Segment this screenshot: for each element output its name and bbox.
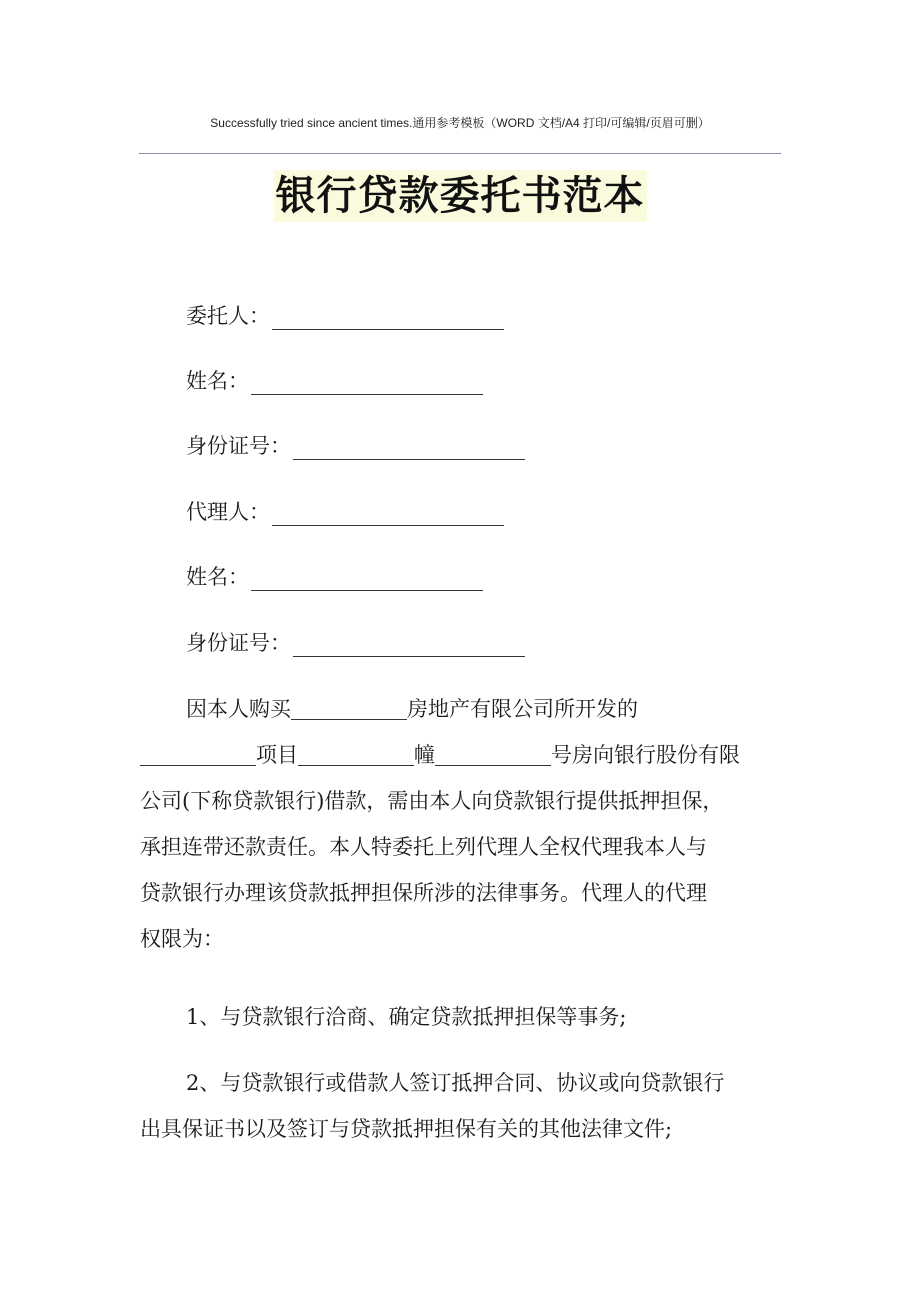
field-label: 委托人：: [186, 304, 270, 328]
fill-blank[interactable]: [251, 372, 483, 395]
fill-blank[interactable]: [291, 697, 407, 720]
body-text: 项目: [256, 743, 298, 767]
page-header: Successfully tried since ancient times.通用参考模板（WORD 文档/A4 打印/可编辑/页眉可删）: [210, 116, 710, 130]
field-agent: [186, 498, 504, 526]
body-text: 公司(下称贷款银行)借款，需由本人向贷款银行提供抵押担保，: [140, 789, 724, 813]
body-text: 承担连带还款责任。本人特委托上列代理人全权代理我本人与: [140, 835, 707, 859]
fill-blank[interactable]: [272, 503, 504, 526]
field-agent-name: [186, 563, 483, 591]
paragraph-line: [140, 778, 785, 824]
paragraph-line: [140, 1106, 785, 1152]
field-principal: [186, 302, 504, 330]
list-item-2: [140, 1060, 785, 1152]
fill-blank[interactable]: [140, 743, 256, 766]
field-label: 姓名：: [186, 565, 249, 589]
fill-blank[interactable]: [435, 743, 551, 766]
fill-blank[interactable]: [251, 568, 483, 591]
paragraph-line: [140, 1060, 785, 1106]
field-principal-name: [186, 367, 483, 395]
body-text: 2、与贷款银行或借款人签订抵押合同、协议或向贷款银行: [186, 1071, 725, 1095]
fill-blank[interactable]: [298, 743, 414, 766]
body-text: 权限为：: [140, 927, 224, 951]
document-title: 银行贷款委托书范本: [274, 170, 647, 222]
body-paragraph: [140, 686, 785, 962]
paragraph-line: [140, 732, 785, 778]
paragraph-line: [140, 686, 785, 732]
fill-blank[interactable]: [293, 634, 525, 657]
field-label: 身份证号：: [186, 434, 291, 458]
fill-blank[interactable]: [272, 307, 504, 330]
body-text: 号房向银行股份有限: [551, 743, 740, 767]
list-item-1: [140, 994, 785, 1040]
title-container: [0, 170, 920, 222]
body-text: 出具保证书以及签订与贷款抵押担保有关的其他法律文件;: [140, 1117, 673, 1141]
field-label: 姓名：: [186, 369, 249, 393]
paragraph-line: [140, 916, 785, 962]
field-label: 身份证号：: [186, 631, 291, 655]
field-agent-id: [186, 629, 525, 657]
body-text: 贷款银行办理该贷款抵押担保所涉的法律事务。代理人的代理: [140, 881, 707, 905]
body-text: 因本人购买: [186, 697, 291, 721]
header-divider: [139, 153, 781, 154]
paragraph-line: [140, 870, 785, 916]
field-principal-id: [186, 432, 525, 460]
body-text: 幢: [414, 743, 435, 767]
field-label: 代理人：: [186, 500, 270, 524]
fill-blank[interactable]: [293, 437, 525, 460]
body-text: 1、与贷款银行洽商、确定贷款抵押担保等事务;: [186, 1005, 627, 1029]
paragraph-line: [140, 994, 785, 1040]
paragraph-line: [140, 824, 785, 870]
body-text: 房地产有限公司所开发的: [407, 697, 638, 721]
